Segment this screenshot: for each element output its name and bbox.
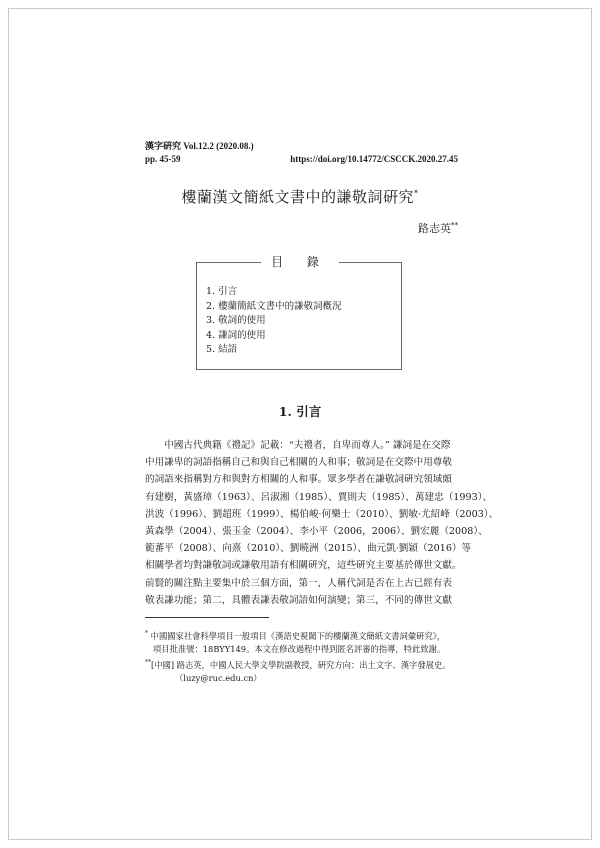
toc-item[interactable]: 5. 結語 [206, 344, 238, 355]
title-footnote-mark: * [414, 189, 419, 198]
footnote-mark: * [145, 630, 148, 637]
journal-info: 漢字硏究 Vol.12.2 (2020.08.) [145, 141, 254, 151]
body-line: 中國古代典籍《禮記》記載：“夫禮者，自卑而尊人。” 謙詞是在交際 [145, 440, 451, 451]
article-title: 樓蘭漢文簡紙文書中的謙敬詞硏究* [181, 188, 419, 206]
body-line: 相關學者均對謙敬詞或謙敬用語有相關硏究，這些硏究主要基於傳世文獻。 [145, 560, 462, 572]
footnote-text: 中國國家社會科學項目一般項目《漢語史視閾下的樓蘭漢文簡紙文書詞彙硏究》， [150, 630, 446, 641]
body-line: 有建樹，黃盛璋（1963）、呂淑湘（1985）、賈則夫（1985）、萬建忠（1993）、 [145, 491, 493, 503]
author-name: 路志英** [418, 221, 458, 235]
footnote-text: 項目批准號：18BYY149。本文在修改過程中得到匿名評審的指導，特此致謝。 [153, 643, 446, 654]
body-line: 敬表謙功能；第二，具體表謙表敬詞語如何演變；第三，不同的傳世文獻 [145, 594, 452, 606]
toc-item[interactable]: 4. 謙詞的使用 [206, 329, 266, 341]
body-line: 黃森學（2004）、張玉金（2004）、李小平（2006，2006）、劉宏麗（2008）、 [145, 526, 488, 538]
section-body [145, 437, 499, 609]
doi-link[interactable]: https://doi.org/10.14772/CSCCK.2020.27.45 [290, 154, 458, 164]
toc-item[interactable]: 1. 引言 [206, 286, 238, 297]
toc-item[interactable]: 3. 敬詞的使用 [206, 315, 266, 326]
footnote-divider [145, 617, 269, 618]
body-line: 中用謙卑的詞語指稱自己和與自己相關的人和事；敬詞是在交際中用尊敬 [145, 457, 452, 469]
body-line: 洪波（1996）、劉超班（1999）、楊伯峻·何樂士（2010）、劉敏·尤紹峰（2003）、 [145, 508, 499, 520]
body-line: 前賢的關注點主要集中於三個方面，第一，人稱代詞是否在上古已經有表 [145, 577, 452, 589]
toc-item[interactable]: 2. 樓蘭簡紙文書中的謙敬詞槪況 [206, 300, 342, 312]
footnote-author [145, 656, 460, 685]
page-frame [8, 8, 592, 840]
author-email[interactable]: （luzy@ruc.edu.cn） [175, 672, 262, 683]
author-footnote-mark: ** [451, 221, 458, 230]
body-line: 的詞語來指稱對方和與對方相關的人和事。眾多學者在謙敬詞硏究領域頗 [145, 474, 452, 486]
footnote-mark: ** [145, 659, 151, 666]
body-line: 範蕃平（2008）、向熹（2010）、劉曉洲（2015）、曲元凱·劉穎（2016）等 [145, 543, 472, 555]
footnote-funding [145, 627, 460, 656]
section-heading: 1. 引言 [278, 404, 322, 419]
toc-heading: 目 錄 [0, 251, 600, 270]
toc-list [206, 285, 342, 358]
footnote-text: [中國] 路志英，中國人民大學文學院副教授，硏究方向：出土文字、漢字發展史。 [151, 659, 451, 670]
page-range: pp. 45-59 [145, 154, 181, 164]
